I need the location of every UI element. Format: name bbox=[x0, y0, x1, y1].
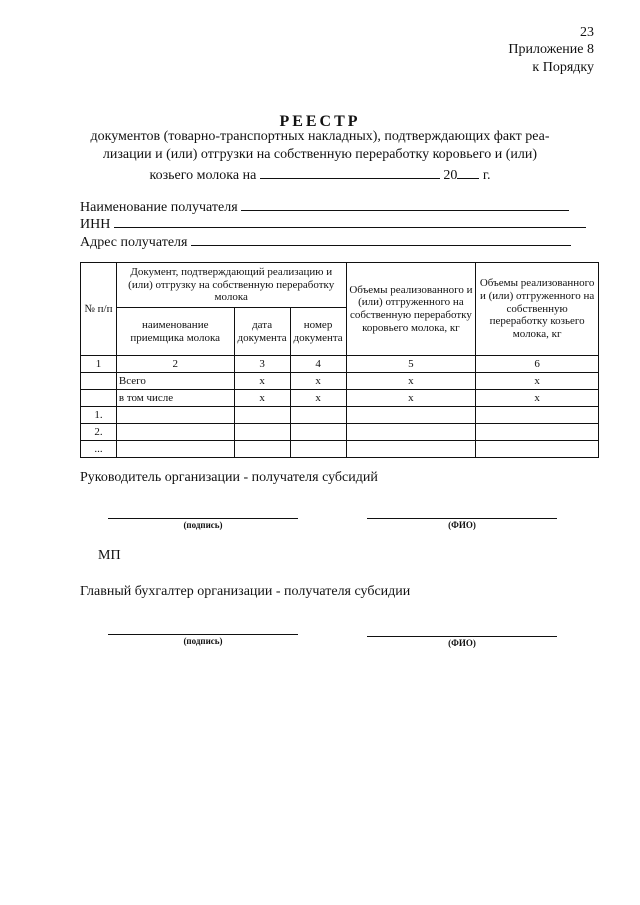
cell-number: х bbox=[290, 373, 346, 390]
header-num: № п/п bbox=[81, 263, 117, 356]
cell-date: х bbox=[234, 373, 290, 390]
address-field bbox=[80, 232, 571, 251]
director-signature-caption: (подпись) bbox=[183, 520, 223, 530]
cell-name: в том числе bbox=[116, 390, 234, 407]
cell-num: 1. bbox=[81, 407, 117, 424]
cell-cow bbox=[346, 441, 476, 458]
appendix-label: Приложение 8 bbox=[508, 42, 594, 57]
cell-number bbox=[290, 424, 346, 441]
registry-table bbox=[80, 262, 599, 458]
year-suffix: г. bbox=[482, 168, 491, 183]
director-name-caption: (ФИО) bbox=[448, 520, 476, 530]
cell-date: х bbox=[234, 390, 290, 407]
cell-goat bbox=[476, 424, 599, 441]
cell-cow bbox=[346, 424, 476, 441]
subtitle-line-2: лизации и (или) отгрузки на собственную переработку коровьего и (или) bbox=[102, 147, 538, 162]
year-prefix: 20 bbox=[443, 168, 458, 183]
cell-name bbox=[116, 441, 234, 458]
header-receiver-name: наименование приемщика молока bbox=[116, 308, 234, 356]
address-blank bbox=[191, 232, 571, 246]
document-title: РЕЕСТР bbox=[279, 113, 361, 130]
cell-goat: х bbox=[476, 373, 599, 390]
cell-number bbox=[290, 407, 346, 424]
cell-goat bbox=[476, 407, 599, 424]
subtitle-period-prefix: козьего молока на bbox=[149, 168, 257, 183]
table-row bbox=[81, 390, 599, 407]
table-row bbox=[81, 424, 599, 441]
column-number: 6 bbox=[476, 356, 599, 373]
header-volume-cow: Объемы реализованного и (или) отгруженного на собственную переработку коровьего молока, кг bbox=[346, 263, 476, 356]
accountant-signature-line bbox=[108, 634, 298, 635]
header-document-group: Документ, подтверждающий реализацию и (или) отгрузку на собственную переработку молока bbox=[116, 263, 346, 308]
recipient-name-blank bbox=[241, 197, 569, 211]
page-number: 23 bbox=[580, 25, 594, 40]
director-signature-title: Руководитель организации - получателя субсидий bbox=[80, 470, 378, 485]
cell-num: 2. bbox=[81, 424, 117, 441]
director-name-line bbox=[367, 518, 557, 519]
order-reference: к Порядку bbox=[532, 60, 594, 75]
cell-date bbox=[234, 424, 290, 441]
column-number-row bbox=[81, 356, 599, 373]
inn-field bbox=[80, 214, 586, 233]
cell-num: ... bbox=[81, 441, 117, 458]
column-number: 3 bbox=[234, 356, 290, 373]
cell-cow: х bbox=[346, 373, 476, 390]
accountant-signature-title: Главный бухгалтер организации - получателя субсидии bbox=[80, 584, 411, 599]
cell-cow bbox=[346, 407, 476, 424]
cell-date bbox=[234, 441, 290, 458]
address-label: Адрес получателя bbox=[80, 235, 188, 250]
column-number: 5 bbox=[346, 356, 476, 373]
cell-cow: х bbox=[346, 390, 476, 407]
accountant-signature-caption: (подпись) bbox=[183, 636, 223, 646]
cell-name bbox=[116, 407, 234, 424]
cell-goat bbox=[476, 441, 599, 458]
cell-date bbox=[234, 407, 290, 424]
table-row bbox=[81, 441, 599, 458]
column-number: 4 bbox=[290, 356, 346, 373]
table-row bbox=[81, 373, 599, 390]
subtitle-line-1: документов (товарно-транспортных накладных), подтверждающих факт реа- bbox=[90, 129, 550, 144]
inn-label: ИНН bbox=[80, 217, 111, 232]
subtitle-line-3 bbox=[0, 165, 640, 184]
director-signature-line bbox=[108, 518, 298, 519]
year-blank bbox=[457, 165, 479, 179]
cell-number bbox=[290, 441, 346, 458]
cell-number: х bbox=[290, 390, 346, 407]
accountant-name-caption: (ФИО) bbox=[448, 638, 476, 648]
column-number: 1 bbox=[81, 356, 117, 373]
column-number: 2 bbox=[116, 356, 234, 373]
cell-num bbox=[81, 390, 117, 407]
inn-blank bbox=[114, 214, 586, 228]
table-row bbox=[81, 407, 599, 424]
period-blank bbox=[260, 165, 440, 179]
cell-num bbox=[81, 373, 117, 390]
header-volume-goat: Объемы реализованного и (или) отгруженного на собственную переработку козьего молока, кг bbox=[476, 263, 599, 356]
cell-name bbox=[116, 424, 234, 441]
stamp-placeholder: МП bbox=[98, 548, 121, 563]
cell-name: Всего bbox=[116, 373, 234, 390]
accountant-name-line bbox=[367, 636, 557, 637]
cell-goat: х bbox=[476, 390, 599, 407]
header-doc-date: дата документа bbox=[234, 308, 290, 356]
header-doc-number: номер документа bbox=[290, 308, 346, 356]
recipient-name-label: Наименование получателя bbox=[80, 200, 238, 215]
